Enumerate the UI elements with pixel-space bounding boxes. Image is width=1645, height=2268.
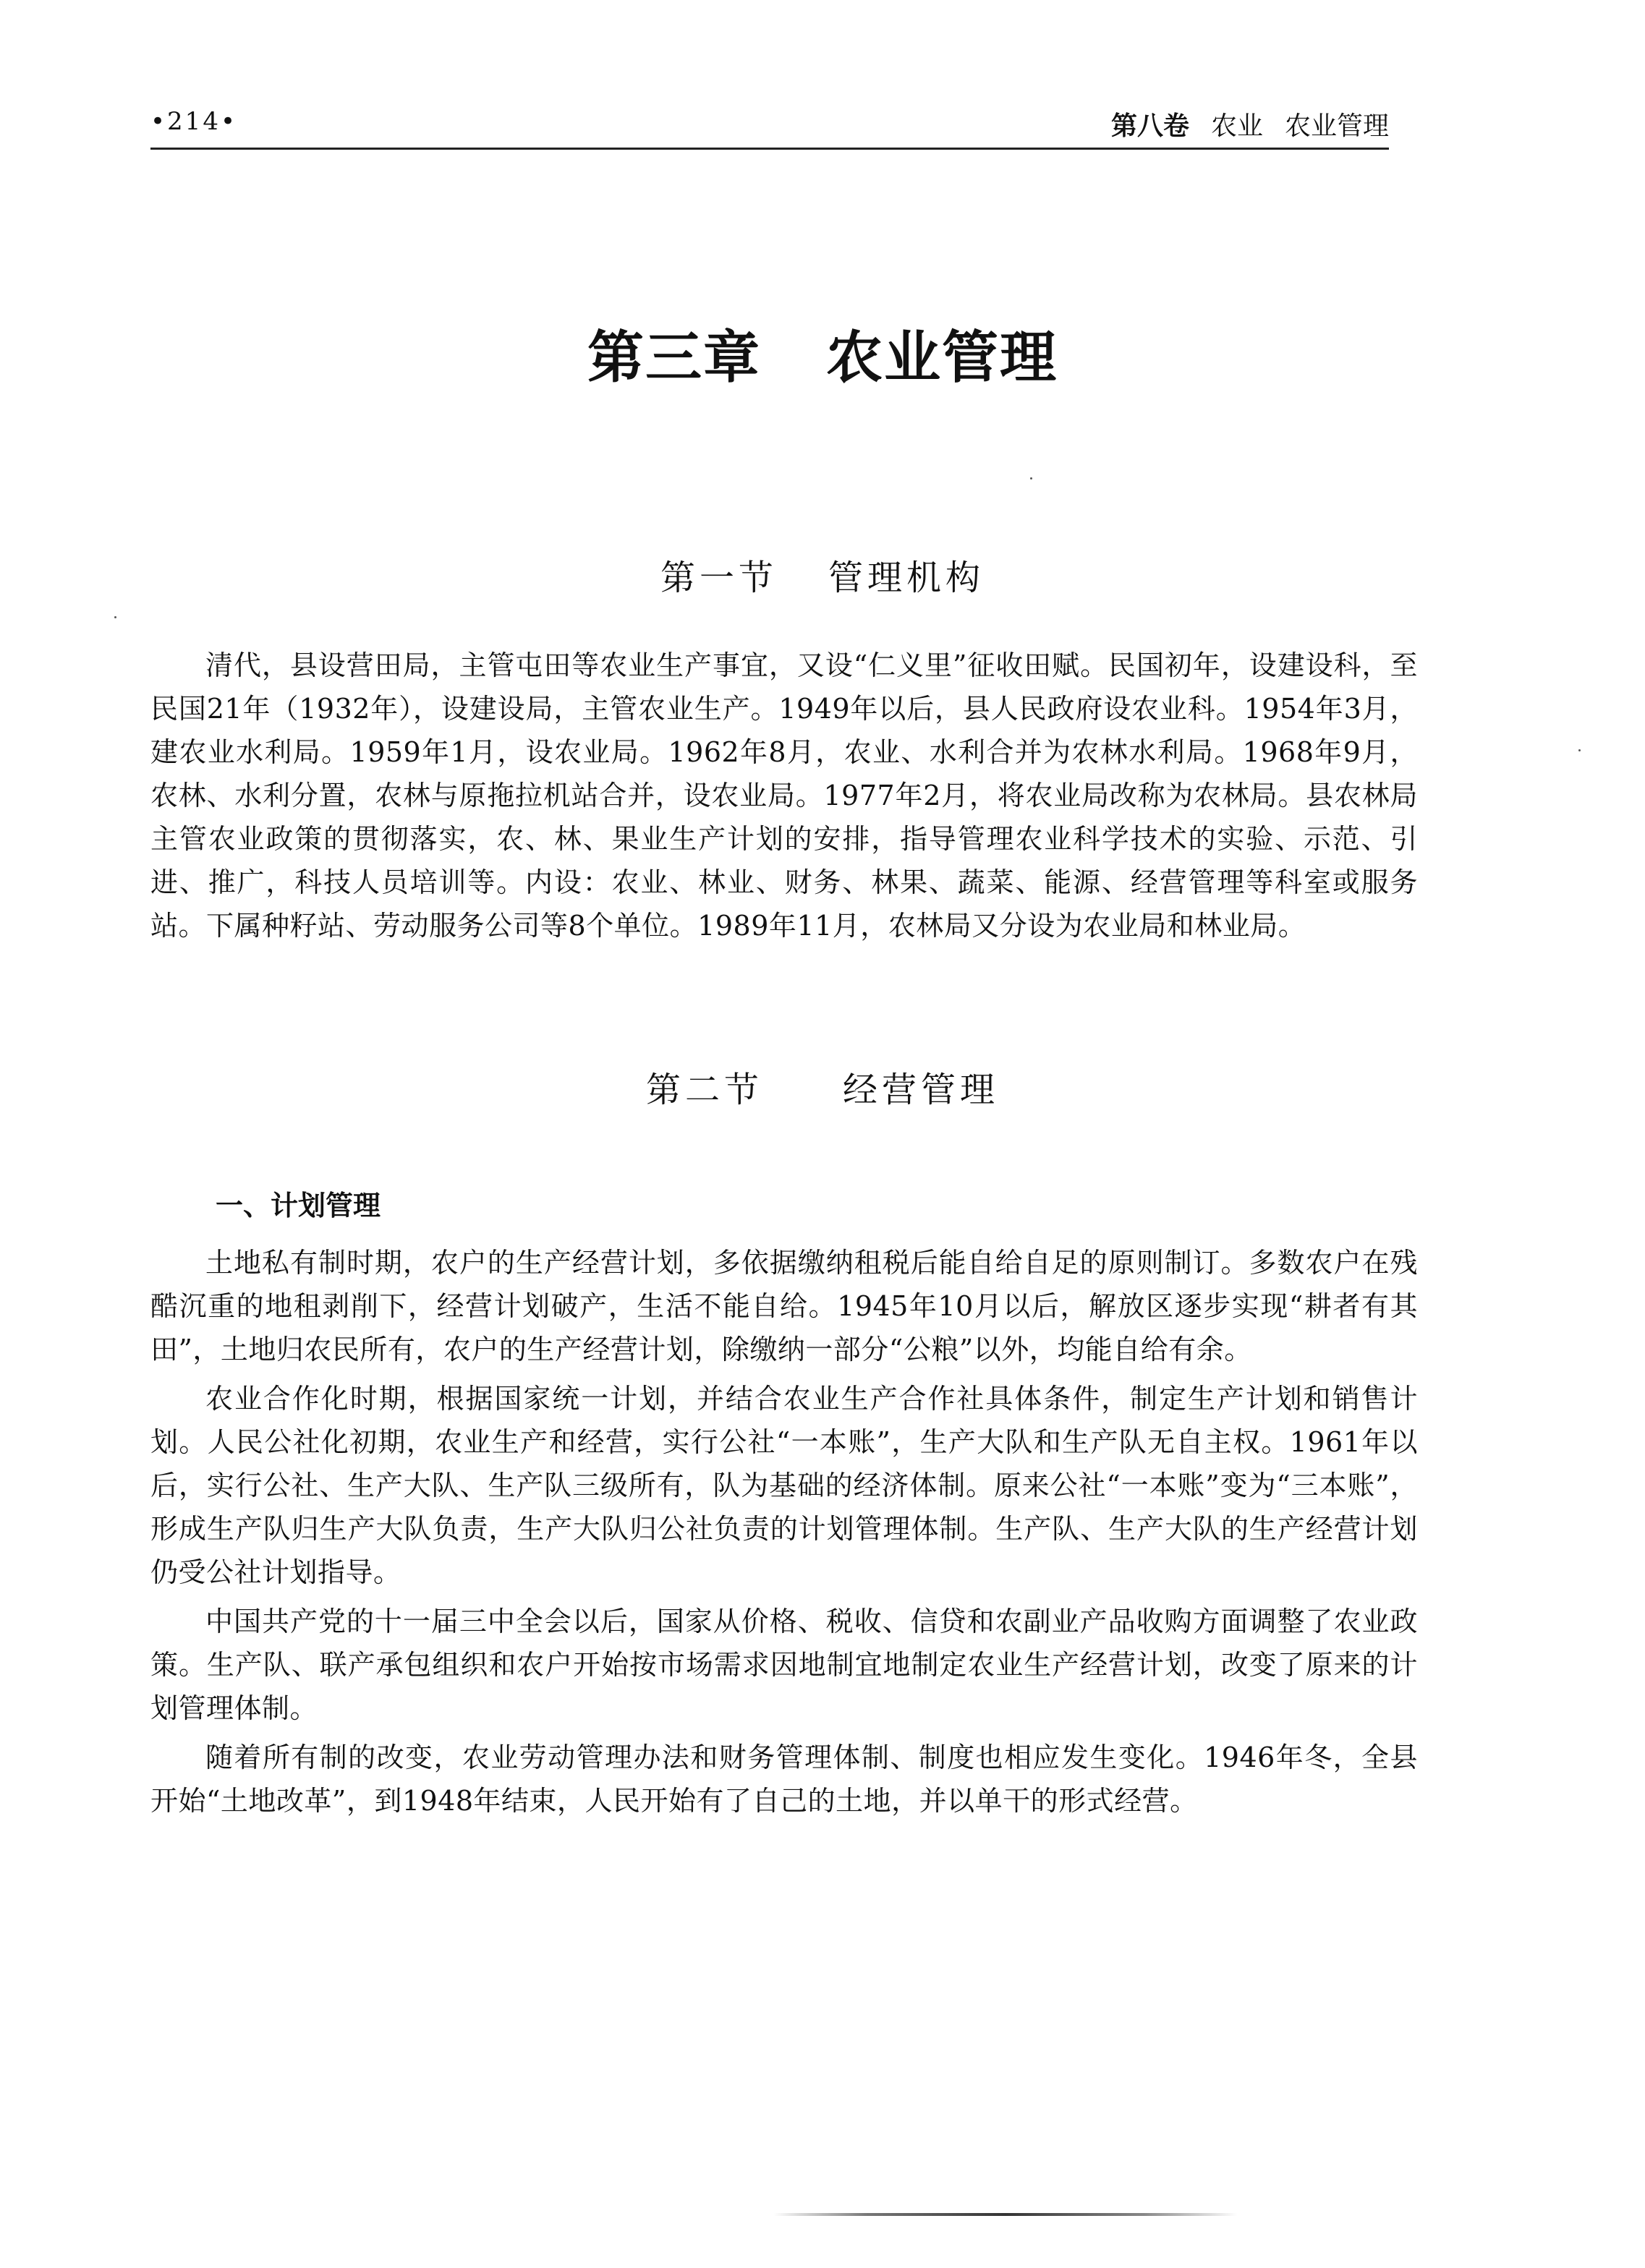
running-head-title <box>1111 106 1389 142</box>
section-2-number: 第二节 <box>645 1070 763 1110</box>
section-1-title <box>0 550 1645 600</box>
volume-label: 第八卷 <box>1110 111 1189 141</box>
chapter-number: 第三章 <box>587 325 761 391</box>
scan-speck <box>1578 749 1581 751</box>
subsection-heading: 一、计划管理 <box>216 1190 381 1222</box>
section-2-body <box>150 1241 1418 1828</box>
scan-speck <box>114 616 116 618</box>
scan-artifact-line <box>774 2213 1237 2216</box>
paragraph: 农业合作化时期，根据国家统一计划，并结合农业生产合作社具体条件，制定生产计划和销售计划。人民公社化初期，农业生产和经营，实行公社“一本账”，生产大队和生产队无自主权。1961年以后，实行公社、生产大队、生产队三级所有，队为基础的经济体制。原来公社“一本账”变为“三本账”，形成生产队归生产大队负责，生产大队归公社负责的计划管理体制。生产队、生产大队的生产经营计划仍受公社计划指导。 <box>150 1383 1418 1588</box>
section-1-number: 第一节 <box>660 558 778 598</box>
paragraph: 清代，县设营田局，主管屯田等农业生产事宜，又设“仁义里”征收田赋。民国初年，设建设科，至民国21年（1932年），设建设局，主管农业生产。1949年以后，县人民政府设农业科。1954年3月，建农业水利局。1959年1月，设农业局。1962年8月，农业、水利合并为农林水利局。1968年9月，农林、水利分置，农林与原拖拉机站合并，设农业局。1977年2月，将农业局改称为农林局。县农林局主管农业政策的贯彻落实，农、林、果业生产计划的安排，指导管理农业科学技术的实验、示范、引进、推广，科技人员培训等。内设：农业、林业、财务、林果、蔬菜、能源、经营管理等科室或服务站。下属种籽站、劳动服务公司等8个单位。1989年11月，农林局又分设为农业局和林业局。 <box>150 649 1418 942</box>
section-1-name: 管理机构 <box>828 558 985 598</box>
paragraph: 中国共产党的十一届三中全会以后，国家从价格、税收、信贷和农副业产品收购方面调整了农业政策。生产队、联产承包组织和农户开始按市场需求因地制宜地制定农业生产经营计划，改变了原来的计划管理体制。 <box>150 1606 1418 1724</box>
topic-label: 农业管理 <box>1284 111 1389 141</box>
paragraph: 土地私有制时期，农户的生产经营计划，多依据缴纳租税后能自给自足的原则制订。多数农户在残酷沉重的地租剥削下，经营计划破产，生活不能自给。1945年10月以后，解放区逐步实现“耕者有其田”，土地归农民所有，农户的生产经营计划，除缴纳一部分“公粮”以外，均能自给有余。 <box>150 1247 1418 1365</box>
chapter-title <box>0 312 1645 393</box>
category-label: 农业 <box>1210 111 1263 141</box>
page-number: •214• <box>150 107 238 136</box>
running-header <box>150 103 1389 150</box>
section-1-body <box>150 644 1418 947</box>
section-2-title <box>0 1062 1645 1112</box>
scan-speck <box>1030 477 1032 479</box>
section-2-name: 经营管理 <box>843 1070 1000 1110</box>
chapter-name: 农业管理 <box>826 325 1058 391</box>
paragraph: 随着所有制的改变，农业劳动管理办法和财务管理体制、制度也相应发生变化。1946年冬，全县开始“土地改革”，到1948年结束，人民开始有了自己的土地，并以单干的形式经营。 <box>150 1742 1418 1817</box>
